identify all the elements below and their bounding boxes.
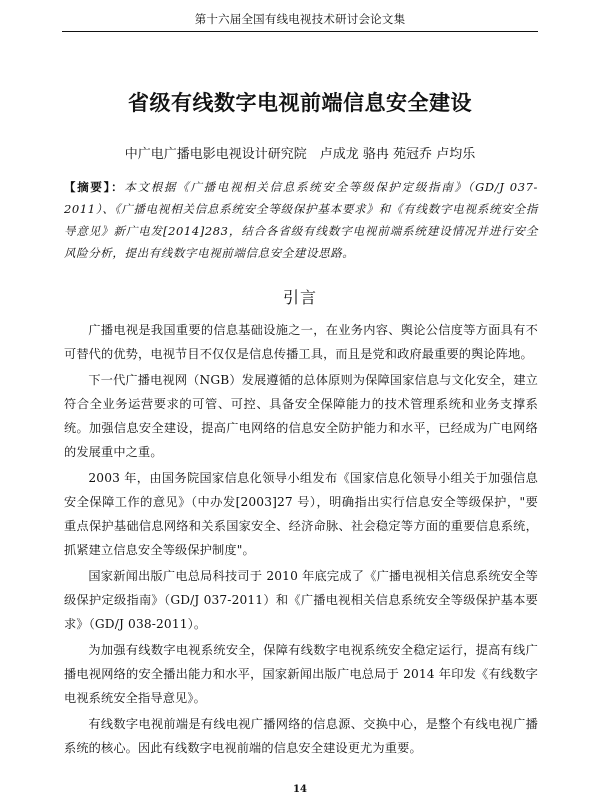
section-heading-introduction: 引言	[282, 288, 317, 307]
abstract-text: 本文根据《广播电视相关信息系统安全等级保护定级指南》（GD/J 037-2011）、《广播电视相关信息系统安全等级保护基本要求》和《有线数字电视系统安全指导意见》新广电发[2014]283，结合各省级有线数字电视前端系统建设情况并进行安全风险分析，提出有线数字电视前端信息安全建设思路。	[64, 180, 539, 260]
body-paragraph-2: 下一代广播电视网（NGB）发展遵循的总体原则为保障国家信息与文化安全，建立符合全业务运营要求的可管、可控、具备安全保障能力的技术管理系统和业务支撑系统。加强信息安全建设，提高广电网络的信息安全防护能力和水平，已经成为广电网络的发展重中之重。	[64, 373, 538, 459]
header-rule	[62, 31, 538, 32]
page-number: 14	[293, 784, 307, 795]
body-paragraph-6: 有线数字电视前端是有线电视广播网络的信息源、交换中心，是整个有线电视广播系统的核心。因此有线数字电视前端的信息安全建设更尤为重要。	[64, 717, 538, 755]
body-text	[64, 318, 538, 762]
abstract-label: 【摘要】：	[64, 180, 125, 194]
body-paragraph-1: 广播电视是我国重要的信息基础设施之一，在业务内容、舆论公信度等方面具有不可替代的优势，电视节目不仅仅是信息传播工具，而且是党和政府最重要的舆论阵地。	[64, 323, 538, 361]
body-paragraph-4: 国家新闻出版广电总局科技司于 2010 年底完成了《广播电视相关信息系统安全等级保护定级指南》（GD/J 037-2011）和《广播电视相关信息系统安全等级保护基本要求》（GD/J 038-2011）。	[64, 569, 538, 631]
body-paragraph-5: 为加强有线数字电视系统安全，保障有线数字电视系统安全稳定运行，提高有线广播电视网络的安全播出能力和水平，国家新闻出版广电总局于 2014 年印发《有线数字电视系统安全指导意见》。	[64, 643, 538, 705]
running-header: 第十六届全国有线电视技术研讨会论文集	[194, 12, 406, 26]
abstract	[64, 176, 538, 264]
paper-title: 省级有线数字电视前端信息安全建设	[128, 90, 472, 115]
author-line: 中广电广播电影电视设计研究院 卢成龙 骆冉 苑冠乔 卢均乐	[124, 147, 476, 162]
body-paragraph-3: 2003 年，由国务院国家信息化领导小组发布《国家信息化领导小组关于加强信息安全保障工作的意见》（中办发[2003]27 号），明确指出实行信息安全等级保护，"要重点保护基础信息网络和关系国家安全、经济命脉、社会稳定等方面的重要信息系统，抓紧建立信息安全等级保护制度"。	[64, 471, 538, 557]
